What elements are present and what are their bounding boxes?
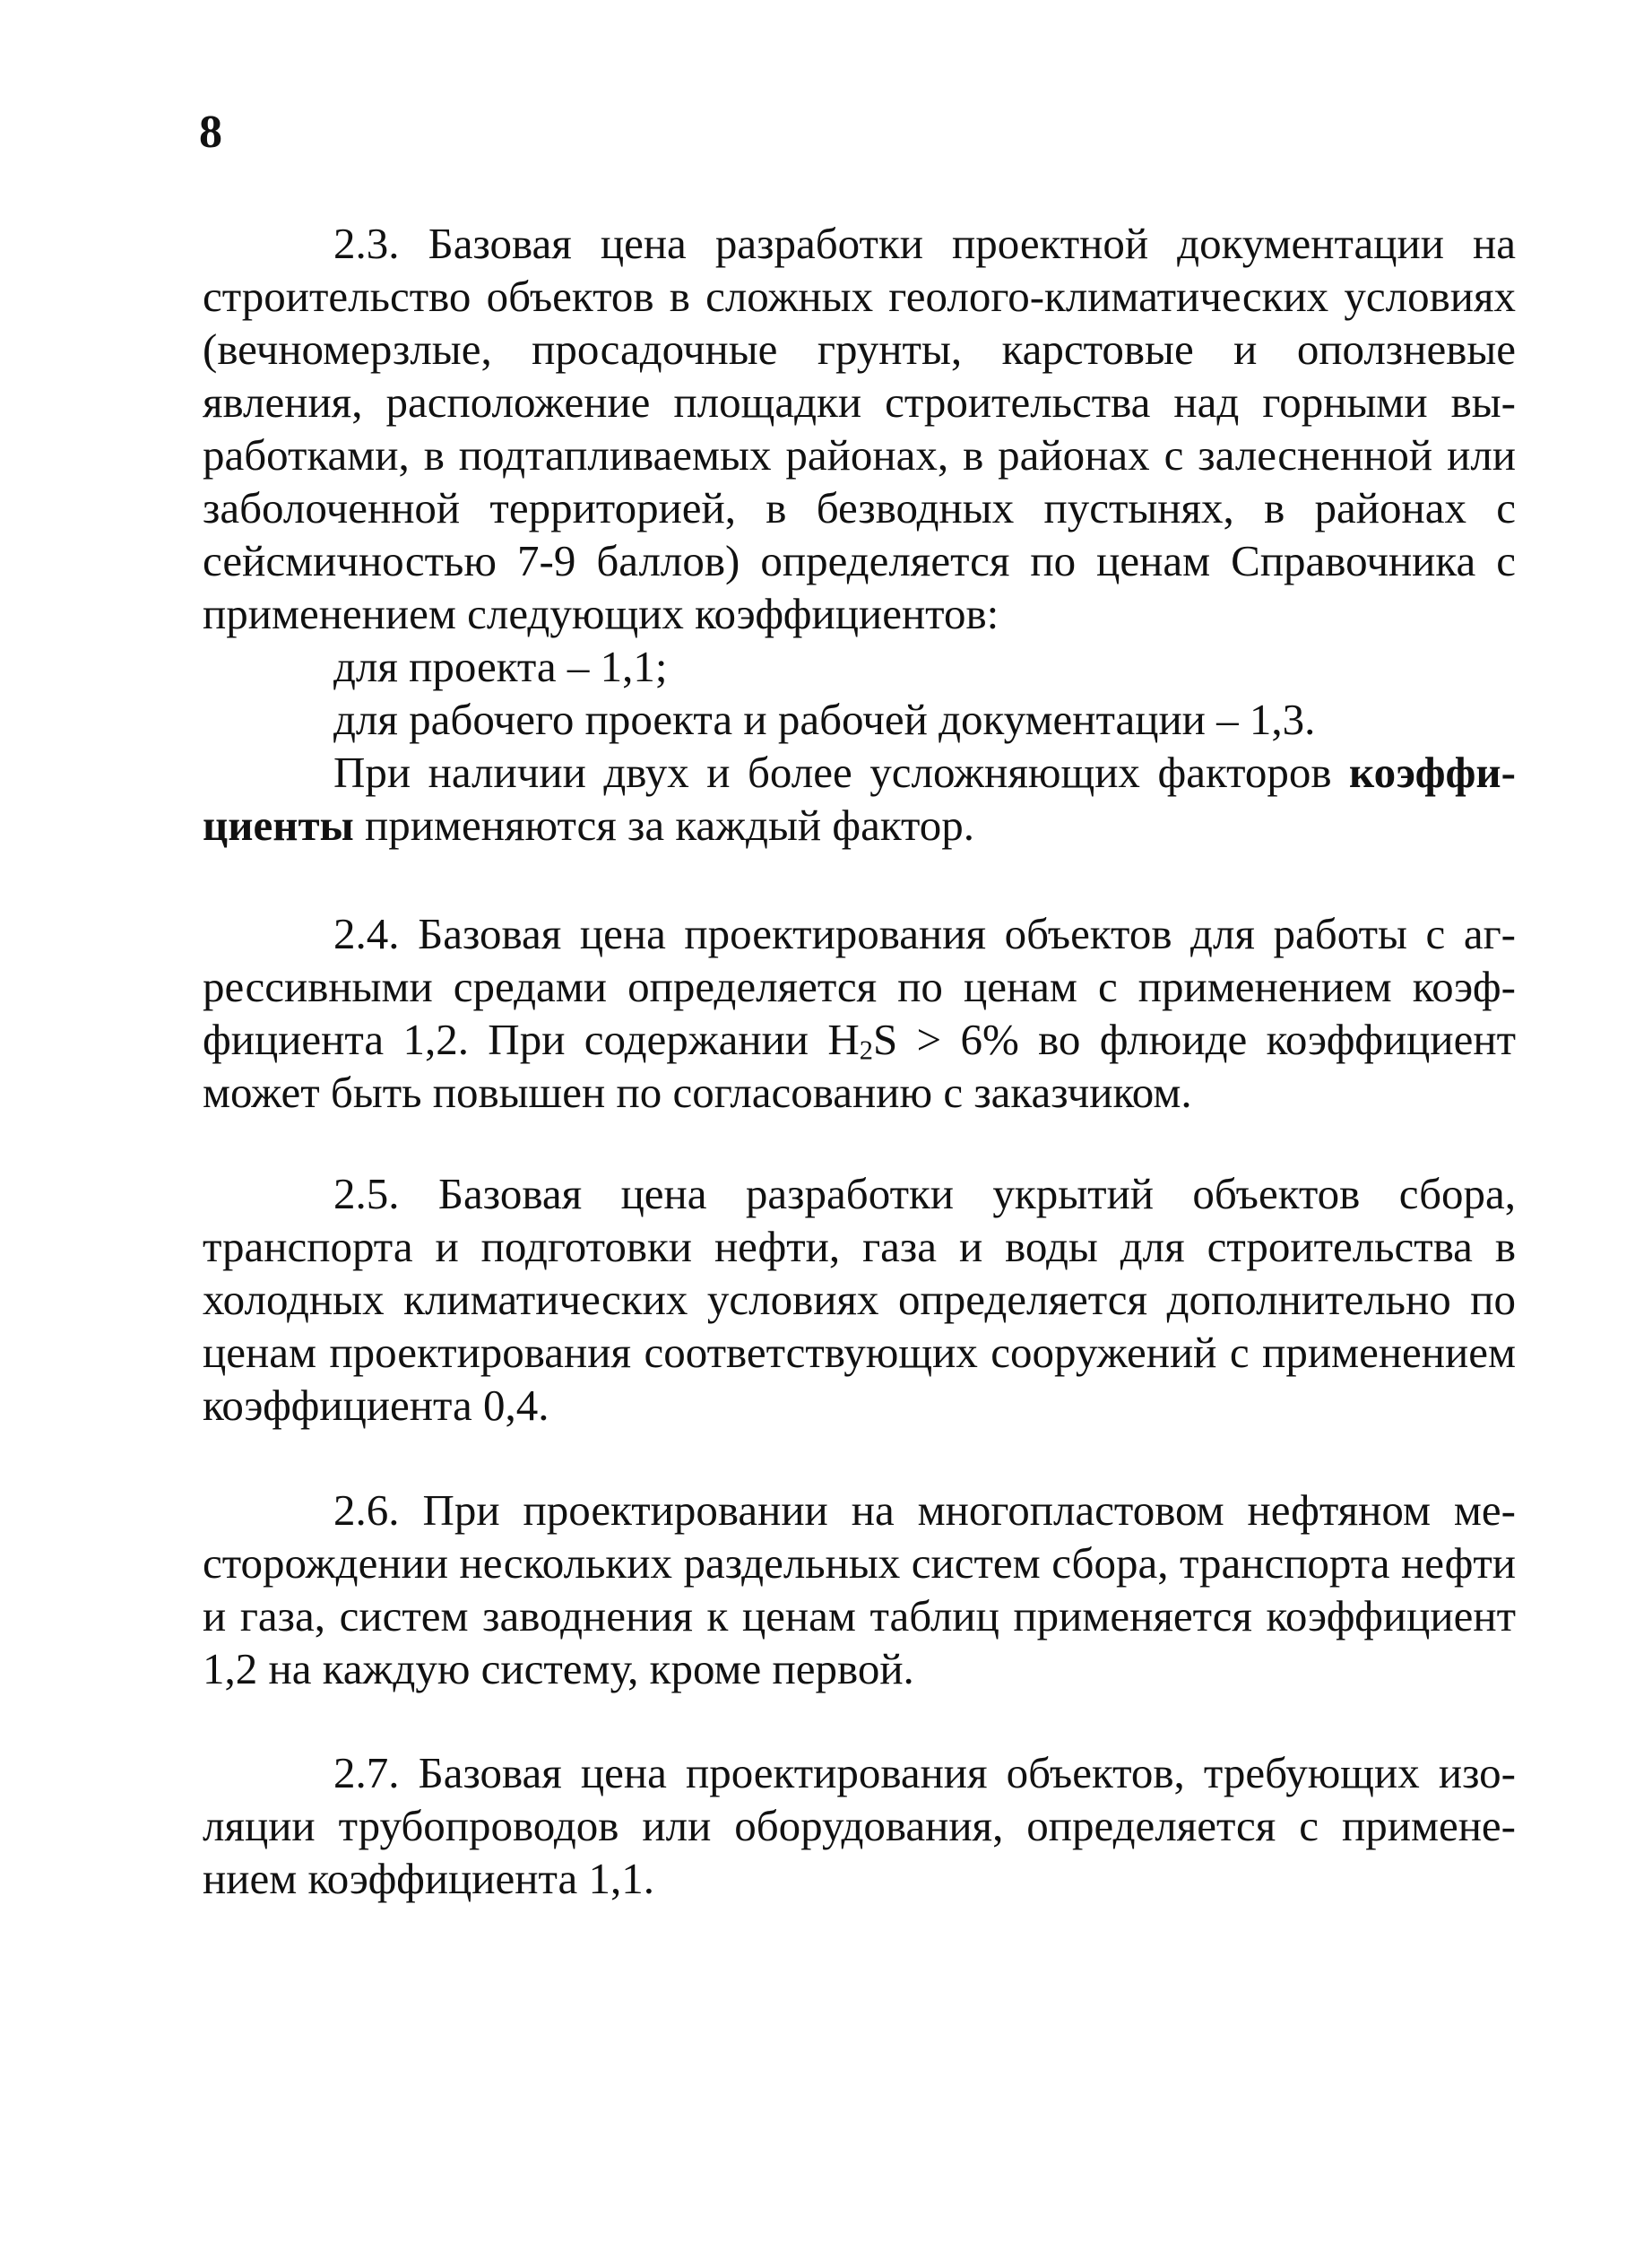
- paragraph-2-4-end: S > 6% во флюиде коэффициент может быть повышен по согласованию с заказчиком.: [203, 1015, 1516, 1117]
- h2s-subscript: 2: [859, 1034, 873, 1066]
- coefficient-working-line: для рабочего проекта и рабочей документации – 1,3.: [333, 695, 1316, 744]
- note-text-bold: коэффициенты: [203, 748, 1516, 850]
- paragraph-2-6: 2.6. При проектировании на многопластовом нефтяном месторождении нескольких раздельных систем сбора, транспорта нефти и газа, систем заводнения к ценам таблиц применяется коэффициент 1,2 на каждую систему, кроме первой.: [203, 1485, 1516, 1693]
- paragraph-2-4-start: 2.4. Базовая цена проектирования объектов для работы с агрессивными средами определяется по ценам с применением коэффициента 1,2. При содержании H: [203, 909, 1516, 1064]
- coefficient-project-line: для проекта – 1,1;: [333, 642, 668, 691]
- paragraph-2-3: 2.3. Базовая цена разработки проектной документации на строительство объектов в сложных геолого-климатических условиях (вечномерзлые, просадочные грунты, карстовые и оползневые явления, расположение площадки строительства над горными выработками, в подтапливаемых районах, в районах с залесненной или заболоченной территорией, в безводных пустынях, в районах с сейсмичностью 7-9 баллов) определяется по ценам Справочника с применением следующих коэффициентов:: [203, 219, 1516, 638]
- page-number: 8: [199, 107, 222, 158]
- paragraph-2-7: 2.7. Базовая цена проектирования объектов, требующих изоляции трубопроводов или оборудования, определяется с применением коэффициента 1,1.: [203, 1748, 1516, 1903]
- note-text-start: При наличии двух и более усложняющих факторов: [333, 748, 1350, 797]
- paragraph-2-3-note: [203, 746, 1516, 852]
- paragraph-2-5: 2.5. Базовая цена разработки укрытий объектов сбора, транспорта и подготовки нефти, газа и воды для строительства в холодных климатических условиях определяется дополнительно по ценам проектирования соответствующих сооружений с применением коэффициента 0,4.: [203, 1169, 1516, 1430]
- paragraph-2-4: [203, 907, 1516, 1119]
- note-text-end: применяются за каждый фактор.: [353, 801, 975, 850]
